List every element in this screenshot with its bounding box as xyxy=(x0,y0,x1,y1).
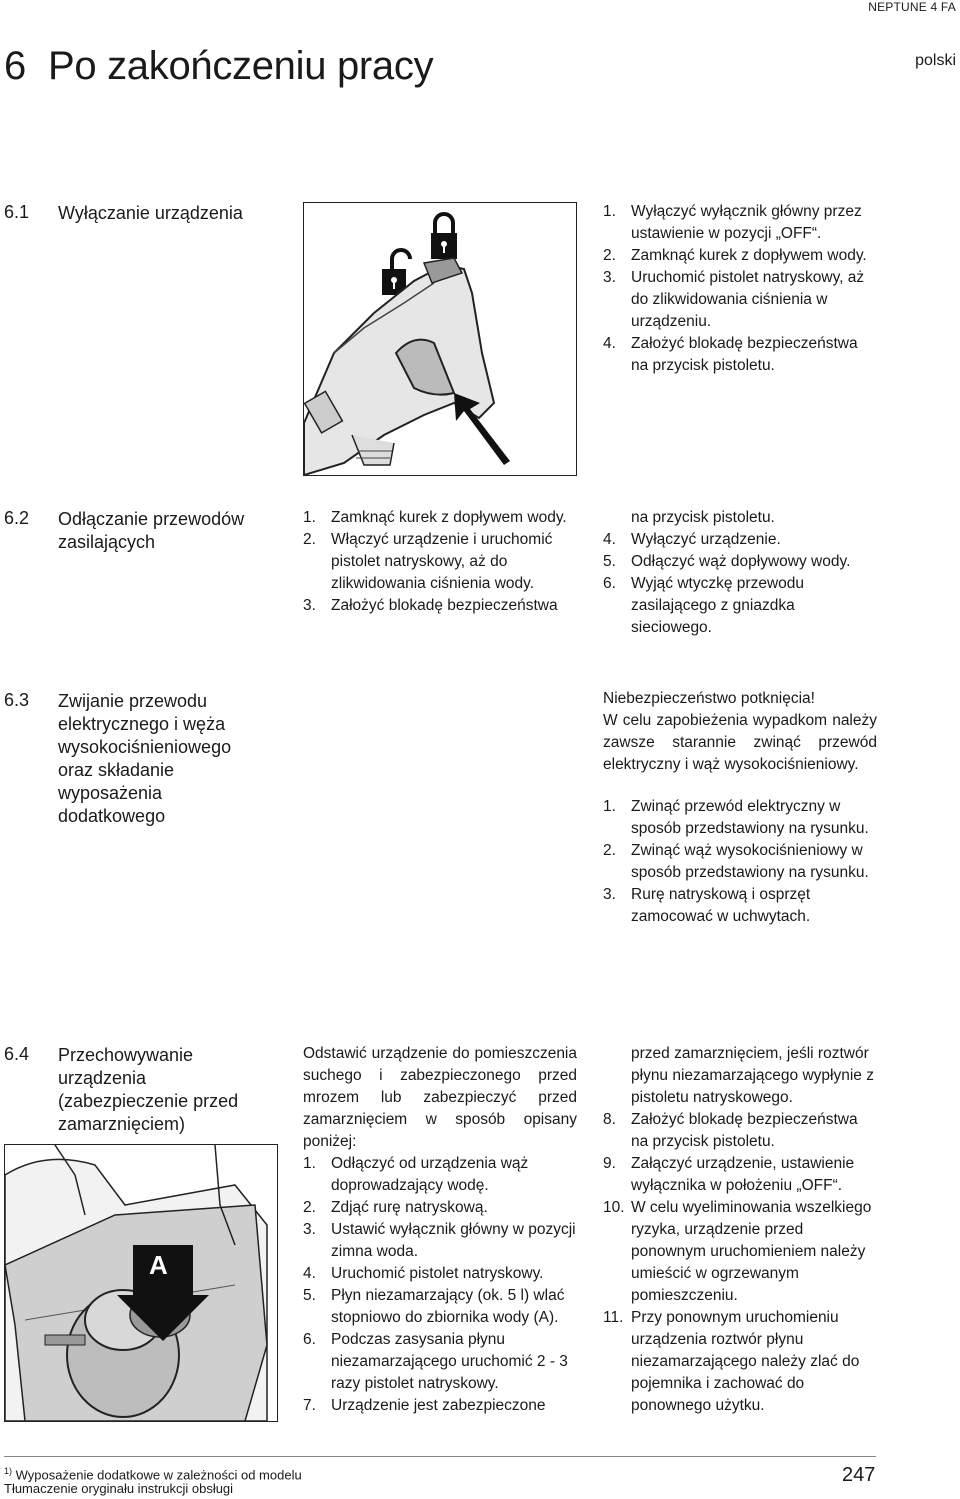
section-6-2-number: 6.2 xyxy=(4,508,30,528)
section-6-2-col2 xyxy=(603,507,877,639)
section-6-2-steps-col1 xyxy=(303,507,577,617)
list-item: 1. Zwinąć przewód elektryczny w sposób przedstawiony na rysunku. xyxy=(603,798,869,837)
list-item: 1. Odłączyć od urządzenia wąż doprowadzający wodę. xyxy=(303,1155,529,1194)
tank-illustration xyxy=(5,1145,277,1421)
list-item: 9. Załączyć urządzenie, ustawienie wyłącznika w położeniu „OFF“. xyxy=(603,1155,855,1194)
section-6-1-number: 6.1 xyxy=(4,202,30,222)
chapter-title xyxy=(4,44,433,89)
chapter-number: 6 xyxy=(4,44,26,88)
section-6-3-content xyxy=(603,688,877,928)
figure-label-a: A xyxy=(149,1250,168,1280)
section-6-2-steps-col2 xyxy=(603,529,877,639)
section-6-4-intro: Odstawić urządzenie do pomieszczenia suchego i zabezpieczonego przed mrozem lub zabezpieczyć przed zamarznięciem w sposób opisany poniżej: xyxy=(303,1045,577,1150)
list-item: 4. Uruchomić pistolet natryskowy. xyxy=(303,1265,544,1282)
section-6-4-title: Przechowywanie urządzenia (zabezpieczenie przed zamarznięciem) xyxy=(58,1045,239,1134)
list-item: 3. Założyć blokadę bezpieczeństwa xyxy=(303,597,558,614)
list-item: 2. Włączyć urządzenie i uruchomić pistolet natryskowy, aż do zlikwidowania ciśnienia wody. xyxy=(303,531,553,592)
closed-padlock-icon xyxy=(431,214,457,259)
spray-gun-illustration xyxy=(304,203,576,475)
list-item: 2. Zamknąć kurek z dopływem wody. xyxy=(603,247,867,264)
section-6-3-steps xyxy=(603,796,877,928)
spray-gun-lock-figure xyxy=(303,202,577,476)
warning-text: W celu zapobieżenia wypadkom należy zawsze starannie zwinąć przewód elektryczny i wąż wysokociśnieniowy. xyxy=(603,712,877,773)
list-item: 2. Zwinąć wąż wysokociśnieniowy w sposób przedstawiony na rysunku. xyxy=(603,842,869,881)
list-item: 1. Zamknąć kurek z dopływem wody. xyxy=(303,509,567,526)
language-label: polski xyxy=(915,52,956,69)
section-6-2-title: Odłączanie przewodów zasilających xyxy=(58,509,245,552)
list-item: 6. Wyjąć wtyczkę przewodu zasilającego z gniazdka sieciowego. xyxy=(603,575,804,636)
antifreeze-tank-figure xyxy=(4,1144,278,1422)
section-6-4-col2 xyxy=(603,1043,877,1417)
chapter-title-text: Po zakończeniu pracy xyxy=(47,44,434,88)
section-6-4-steps-col1 xyxy=(303,1153,577,1417)
list-item: 8. Założyć blokadę bezpieczeństwa na przycisk pistoletu. xyxy=(603,1111,858,1150)
section-6-4-steps-col2 xyxy=(603,1109,877,1417)
list-item: 11. Przy ponownym uruchomieniu urządzenia roztwór płynu niezamarzającego należy zlać do pojemnika i zachować do ponownego użytku. xyxy=(603,1309,860,1414)
list-continuation: przed zamarznięciem, jeśli roztwór płynu niezamarzającego wypłynie z pistoletu natryskowego. xyxy=(631,1045,874,1106)
list-item: 5. Płyn niezamarzający (ok. 5 l) wlać stopniowo do zbiornika wody (A). xyxy=(303,1287,565,1326)
list-item: 3. Uruchomić pistolet natryskowy, aż do zlikwidowania ciśnienia w urządzeniu. xyxy=(603,269,865,330)
list-item: 3. Ustawić wyłącznik główny w pozycji zimna woda. xyxy=(303,1221,576,1260)
list-item: 7. Urządzenie jest zabezpieczone xyxy=(303,1397,546,1414)
section-6-3-number: 6.3 xyxy=(4,690,30,710)
footer-divider xyxy=(4,1456,876,1457)
list-item: 2. Zdjąć rurę natryskową. xyxy=(303,1199,488,1216)
list-continuation: na przycisk pistoletu. xyxy=(631,509,775,526)
section-6-3-title: Zwijanie przewodu elektrycznego i węża wysokociśnieniowego oraz składanie wyposażenia dodatkowego xyxy=(58,691,232,826)
section-6-1-title: Wyłączanie urządzenia xyxy=(58,203,243,223)
list-item: 5. Odłączyć wąż dopływowy wody. xyxy=(603,553,851,570)
translation-note: Tłumaczenie oryginału instrukcji obsługi xyxy=(4,1481,234,1496)
list-item: 6. Podczas zasysania płynu niezamarzającego uruchomić 2 - 3 razy pistolet natryskowy. xyxy=(303,1331,568,1392)
list-item: 10. W celu wyeliminowania wszelkiego ryzyka, urządzenie przed ponownym uruchomieniem należy umieścić w ogrzewanym pomieszczeniu. xyxy=(603,1199,872,1304)
list-item: 4. Założyć blokadę bezpieczeństwa na przycisk pistoletu. xyxy=(603,335,858,374)
list-item: 3. Rurę natryskową i osprzęt zamocować w uchwytach. xyxy=(603,886,811,925)
list-item: 1. Wyłączyć wyłącznik główny przez ustawienie w pozycji „OFF“. xyxy=(603,203,862,242)
section-6-4-number: 6.4 xyxy=(4,1044,30,1064)
section-6-1-steps xyxy=(603,201,877,377)
page-number: 247 xyxy=(842,1464,876,1486)
list-item: 4. Wyłączyć urządzenie. xyxy=(603,531,781,548)
section-6-4-col1 xyxy=(303,1043,577,1417)
warning-heading: Niebezpieczeństwo potknięcia! xyxy=(603,690,815,707)
product-name: NEPTUNE 4 FA xyxy=(868,0,956,14)
footnote: $^{1)}$ Wyposażenie dodatkowe w zależności od modelu xyxy=(4,1466,302,1483)
